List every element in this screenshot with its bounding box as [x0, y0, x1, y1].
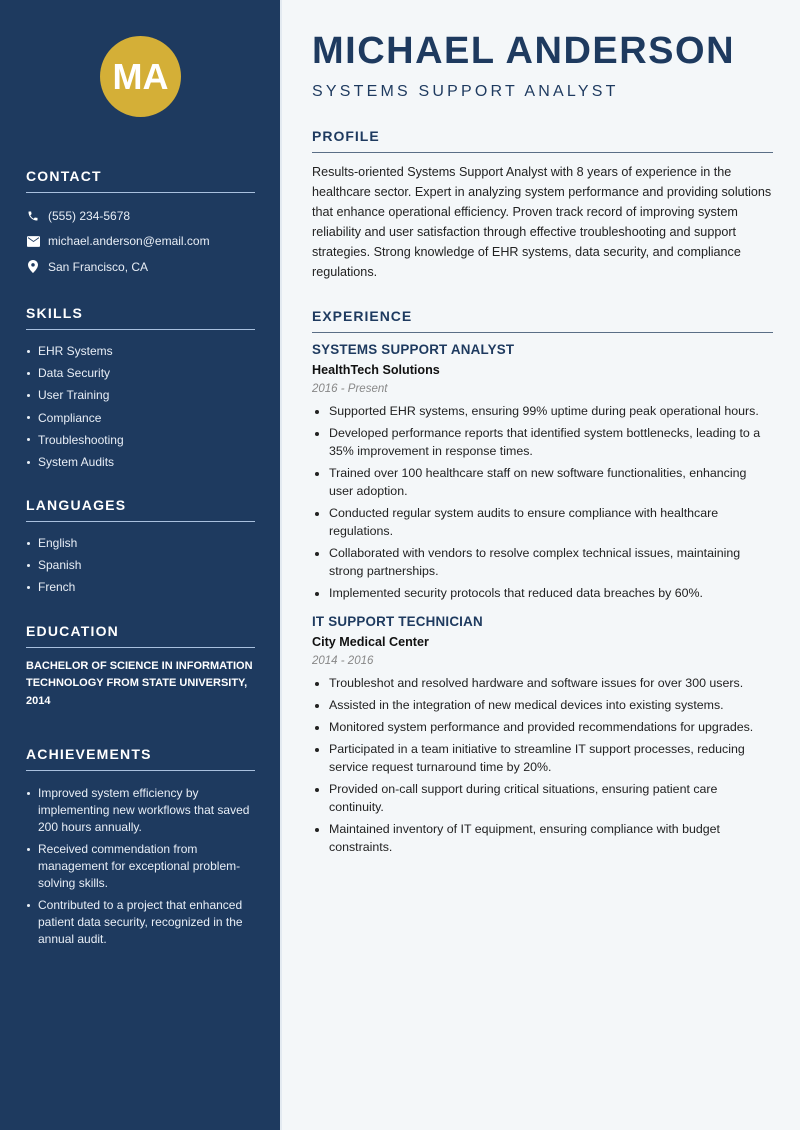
contact-location	[26, 254, 255, 280]
languages-list	[26, 532, 255, 599]
achievements-list	[26, 785, 255, 948]
contact-section	[26, 168, 255, 280]
skill-item: Troubleshooting	[26, 429, 255, 451]
job-bullet: Supported EHR systems, ensuring 99% uptime during peak operational hours.	[312, 402, 773, 420]
job-company: HealthTech Solutions	[312, 363, 440, 377]
job-bullet: Collaborated with vendors to resolve complex technical issues, maintaining strong partnerships.	[312, 544, 773, 580]
phone-text[interactable]: (555) 234-5678	[48, 208, 131, 223]
achievements-section	[26, 746, 255, 953]
job-bullet: Provided on-call support during critical situations, ensuring patient care continuity.	[312, 780, 773, 816]
email-icon	[26, 234, 40, 248]
candidate-name: MICHAEL ANDERSON	[312, 30, 736, 72]
skill-item: System Audits	[26, 451, 255, 473]
education-section	[26, 623, 255, 710]
job-bullet: Monitored system performance and provided recommendations for upgrades.	[312, 718, 773, 736]
job-dates: 2016 - Present	[312, 383, 388, 395]
education-degree: BACHELOR OF SCIENCE IN INFORMATION TECHNOLOGY FROM STATE UNIVERSITY, 2014	[26, 660, 253, 707]
job-company: City Medical Center	[312, 635, 429, 649]
job-bullet: Implemented security protocols that reduced data breaches by 60%.	[312, 584, 773, 602]
language-item: French	[26, 576, 255, 598]
job-entry	[312, 614, 773, 856]
languages-section	[26, 497, 255, 599]
job-title: SYSTEMS SUPPORT ANALYST	[312, 342, 515, 357]
job-entry	[312, 342, 773, 602]
job-bullet: Trained over 100 healthcare staff on new software functionalities, enhancing user adoption.	[312, 464, 773, 500]
achievement-item: Improved system efficiency by implementing new workflows that saved 200 hours annually.	[26, 785, 255, 836]
experience-section	[312, 308, 773, 860]
location-text: San Francisco, CA	[48, 259, 149, 274]
skill-item: User Training	[26, 384, 255, 406]
job-bullet: Maintained inventory of IT equipment, ensuring compliance with budget constraints.	[312, 820, 773, 856]
skill-item: Data Security	[26, 362, 255, 384]
email-text[interactable]: michael.anderson@email.com	[48, 234, 210, 249]
main-content	[280, 0, 800, 1130]
skills-list	[26, 340, 255, 473]
skill-item: Compliance	[26, 407, 255, 429]
avatar-initials: MA	[112, 55, 169, 97]
job-bullet: Troubleshot and resolved hardware and software issues for over 300 users.	[312, 674, 773, 692]
languages-heading: LANGUAGES	[26, 497, 255, 522]
profile-heading: PROFILE	[312, 128, 773, 153]
job-bullets	[312, 674, 773, 856]
job-bullet: Participated in a team initiative to streamline IT support processes, reducing service request turnaround time by 20%.	[312, 740, 773, 776]
achievements-heading: ACHIEVEMENTS	[26, 746, 255, 771]
avatar	[100, 36, 181, 117]
job-bullet: Developed performance reports that identified system bottlenecks, leading to a 35% improvement in response times.	[312, 424, 773, 460]
job-bullet: Conducted regular system audits to ensure compliance with healthcare regulations.	[312, 504, 773, 540]
language-item: Spanish	[26, 554, 255, 576]
location-pin-icon	[26, 260, 40, 274]
experience-heading: EXPERIENCE	[312, 308, 773, 333]
education-heading: EDUCATION	[26, 623, 255, 648]
sidebar	[0, 0, 280, 1130]
profile-section	[312, 128, 773, 282]
contact-email	[26, 229, 255, 255]
job-bullet: Assisted in the integration of new medical devices into existing systems.	[312, 696, 773, 714]
skill-item: EHR Systems	[26, 340, 255, 362]
language-item: English	[26, 532, 255, 554]
skills-heading: SKILLS	[26, 305, 255, 330]
achievement-item: Contributed to a project that enhanced patient data security, recognized in the annual audit.	[26, 897, 255, 948]
achievement-item: Received commendation from management for exceptional problem-solving skills.	[26, 841, 255, 892]
job-title: IT SUPPORT TECHNICIAN	[312, 614, 483, 629]
candidate-title: SYSTEMS SUPPORT ANALYST	[312, 83, 619, 100]
profile-summary: Results-oriented Systems Support Analyst with 8 years of experience in the healthcare sector. Expert in analyzing system performance and providing solutions that enhance operational efficiency. Proven track record of improving system reliability and user satisfaction through effective troubleshooting and support strategies. Strong knowledge of EHR systems, data security, and compliance regulations.	[312, 165, 772, 279]
job-bullets	[312, 402, 773, 602]
contact-phone	[26, 203, 255, 229]
skills-section	[26, 305, 255, 473]
phone-icon	[26, 209, 40, 223]
contact-heading: CONTACT	[26, 168, 255, 193]
job-dates: 2014 - 2016	[312, 655, 374, 667]
